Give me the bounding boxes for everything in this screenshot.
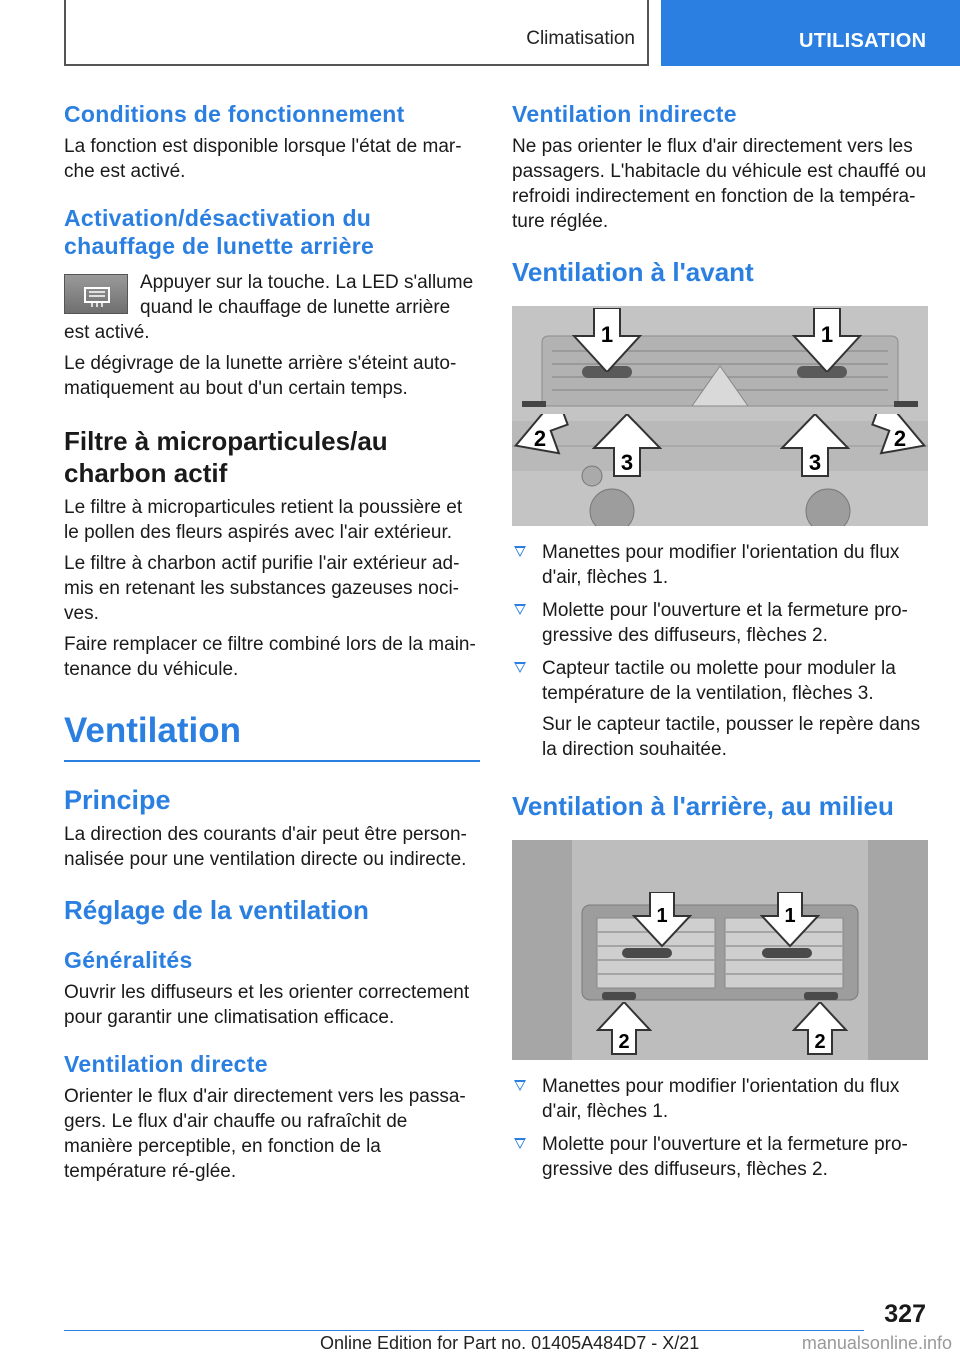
label-2b: 2 [893, 426, 907, 451]
chapter-tab-label: UTILISATION [799, 30, 927, 52]
label-1b: 1 [820, 322, 834, 347]
rear-defrost-button-icon [64, 274, 128, 314]
edition-text: Online Edition for Part no. 01405A484D7 - X/21 [320, 1333, 700, 1353]
label-r1b: 1 [784, 905, 796, 927]
principe-text: La direction des courants d'air peut être person-nalisée pour une ventilation directe ou indirecte. [64, 824, 467, 870]
rear-arrow-2-right [792, 1002, 848, 1056]
section-title: Climatisation [526, 28, 635, 49]
right-column [512, 100, 928, 1182]
filter-text-3: Faire remplacer ce filtre combiné lors de la main-tenance du véhicule. [64, 634, 476, 680]
watermark: manualsonline.info [801, 1333, 952, 1353]
arriere-heading: Ventilation à l'arrière, au milieu [512, 791, 894, 821]
rear-arrow-1-right [760, 892, 820, 948]
generalites-heading: Généralités [64, 947, 193, 973]
indirecte-text: Ne pas orienter le flux d'air directement vers les passagers. L'habitacle du véhicule est chauffé ou refroidi indirectement en fonction de la tempéra-ture réglée. [512, 136, 927, 232]
list-item: Manettes pour modifier l'orientation du flux d'air, flèches 1. [512, 540, 928, 590]
label-r1: 1 [656, 905, 668, 927]
label-3b: 3 [808, 450, 822, 475]
generalites-text: Ouvrir les diffuseurs et les orienter correctement pour garantir une climatisation efficace. [64, 982, 470, 1028]
conditions-heading: Conditions de fonctionnement [64, 101, 405, 127]
left-column [64, 100, 480, 1184]
triangle-bullet-icon [514, 662, 526, 673]
arrow-2-right [868, 414, 928, 460]
activation-text-2: Le dégivrage de la lunette arrière s'éteint auto-matiquement au bout d'un certain temps. [64, 353, 457, 399]
filter-text-1: Le filtre à microparticules retient la poussière et le pollen des fleurs aspirés avec l'air extérieur. [64, 497, 463, 543]
chapter-tab[interactable] [661, 0, 960, 66]
rear-arrow-1-left [632, 892, 692, 948]
indirecte-heading: Ventilation indirecte [512, 101, 737, 127]
label-r2: 2 [618, 1031, 630, 1053]
conditions-text: La fonction est disponible lorsque l'état de mar-che est activé. [64, 136, 462, 182]
arrow-1-right [792, 308, 862, 372]
label-1: 1 [600, 322, 614, 347]
arrow-1-left [572, 308, 642, 372]
label-2: 2 [533, 426, 547, 451]
directe-heading: Ventilation directe [64, 1051, 268, 1077]
ventilation-heading: Ventilation [64, 711, 241, 750]
directe-text: Orienter le flux d'air directement vers les passa-gers. Le flux d'air chauffe ou rafraîchit de manière perceptible, en fonction de la température ré-glée. [64, 1086, 466, 1182]
filter-heading: Filtre à microparticules/au charbon actif [64, 426, 388, 488]
activation-heading: Activation/désactivation du chauffage de lunette arrière [64, 205, 375, 259]
list-item: Manettes pour modifier l'orientation du flux d'air, flèches 1. [512, 1074, 928, 1124]
arrow-3-left [592, 414, 662, 478]
label-3: 3 [620, 450, 634, 475]
reglage-heading: Réglage de la ventilation [64, 895, 369, 925]
footer-rule [64, 1330, 864, 1331]
heading-rule [64, 760, 480, 762]
rear-vents-list [512, 1074, 928, 1182]
filter-text-2: Le filtre à charbon actif purifie l'air extérieur ad-mis en retenant les substances gazeuses noci-ves. [64, 553, 460, 624]
arrow-2-left [512, 414, 572, 460]
touch-sensor-note: Sur le capteur tactile, pousser le repère dans la direction souhaitée. [542, 714, 921, 760]
page-number: 327 [884, 1300, 926, 1328]
avant-heading: Ventilation à l'avant [512, 257, 754, 287]
list-item: Capteur tactile ou molette pour moduler la température de la ventilation, flèches 3. [512, 656, 928, 706]
front-vents-list [512, 540, 928, 706]
arrow-3-right [780, 414, 850, 478]
front-vents-figure [512, 306, 928, 526]
list-item: Molette pour l'ouverture et la fermeture pro-gressive des diffuseurs, flèches 2. [512, 598, 928, 648]
rear-vents-figure [512, 840, 928, 1060]
label-r2b: 2 [814, 1031, 826, 1053]
triangle-bullet-icon [514, 546, 526, 557]
principe-heading: Principe [64, 785, 171, 815]
list-item: Molette pour l'ouverture et la fermeture pro-gressive des diffuseurs, flèches 2. [512, 1132, 928, 1182]
triangle-bullet-icon [514, 1080, 526, 1091]
rear-arrow-2-left [596, 1002, 652, 1056]
activation-text: Appuyer sur la touche. La LED s'allume quand le chauffage de lunette arrière est activé. [64, 272, 474, 343]
triangle-bullet-icon [514, 1138, 526, 1149]
triangle-bullet-icon [514, 604, 526, 615]
